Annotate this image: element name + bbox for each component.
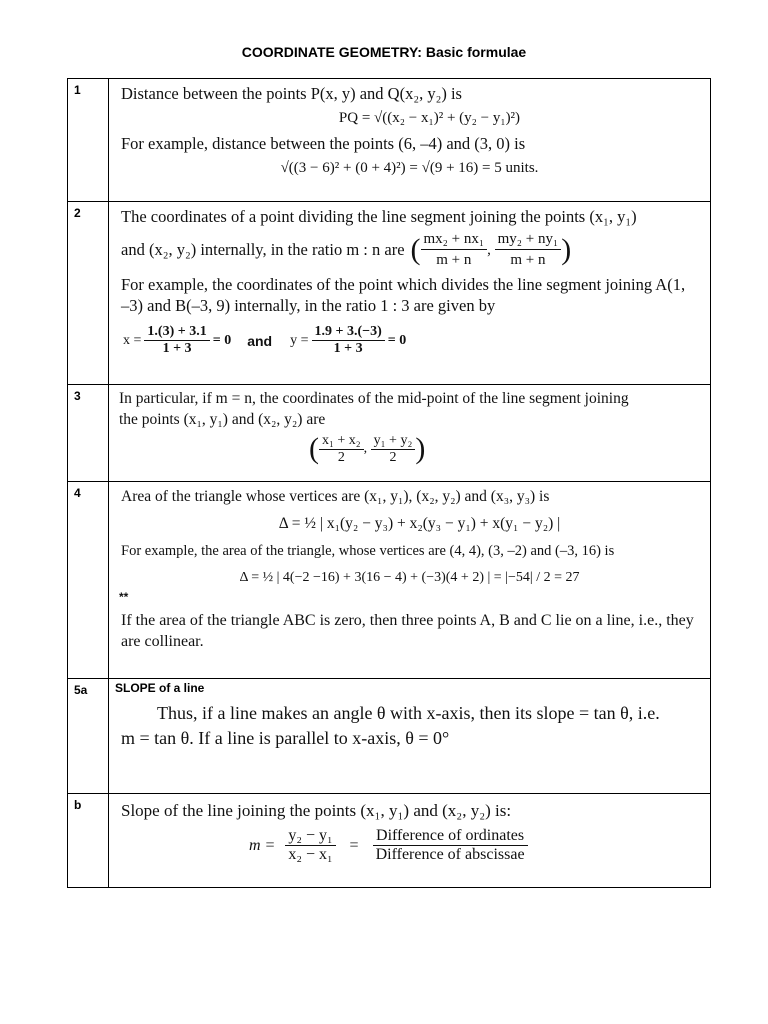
row-content	[109, 482, 711, 679]
midpoint-formula: ( $\frac{\text{x₁ + x₂}}{2}$ , $\frac{\text{y₁ + y₂}}{2}$ )	[309, 432, 426, 465]
table-row	[68, 202, 711, 385]
row-content	[109, 385, 711, 482]
collinear-note: If the area of the triangle ABC is zero, then three points A, B and C lie on a line, i.e., they are collinear.	[121, 612, 694, 650]
row-content	[109, 794, 711, 888]
x-denominator: m + n	[436, 252, 472, 268]
close-paren: )	[415, 432, 426, 465]
slope-denominator: x₂ − x₁	[288, 846, 333, 863]
section-formula: and (x₂, y₂) internally, in the ratio m : n are ( $\frac{\text{mx₂ + nx₁}}{m + n}$ , $\frac{\text{my₂ + ny₁}}{m + n}$ )	[121, 231, 572, 268]
row-content	[109, 679, 711, 794]
row-number: b	[68, 794, 109, 888]
x-fraction	[421, 229, 488, 270]
example-result: √((3 − 6)² + (0 + 4)²) = √(9 + 16) = 5 units.	[280, 160, 539, 176]
table-row	[68, 679, 711, 794]
y-value: = 0	[387, 332, 407, 348]
example-result	[123, 324, 710, 357]
row-content	[109, 79, 711, 202]
y-label: y =	[290, 332, 309, 348]
table-row	[68, 482, 711, 679]
slope-formula	[249, 827, 710, 864]
y-numerator: 1.9 + 3.(−3)	[312, 324, 385, 341]
y-fraction	[371, 433, 416, 466]
row-number: 3	[68, 385, 109, 482]
area-formula: Δ = ½ | x₁(y₂ − y₃) + x₂(y₃ − y₁) + x(y₁ − y₂) |	[278, 515, 561, 532]
words-fraction	[373, 827, 528, 864]
row-number: 5a	[68, 679, 109, 794]
distance-formula: PQ = √((x₂ − x₁)² + (y₂ − y₁)²)	[338, 110, 521, 126]
row-content	[109, 202, 711, 385]
x-numerator: x₁ + x₂	[319, 433, 364, 450]
row-number: 1	[68, 79, 109, 202]
x-denominator: 2	[337, 449, 345, 465]
y-fraction	[312, 324, 385, 357]
y-fraction	[495, 229, 562, 270]
y-denominator: 2	[389, 449, 397, 465]
slope-fraction	[285, 827, 335, 864]
x-value: = 0	[212, 332, 232, 348]
example-text: For example, the area of the triangle, whose vertices are (4, 4), (3, –2) and (–3, 16) is	[121, 543, 615, 559]
open-paren: (	[410, 233, 421, 266]
row-number: 2	[68, 202, 109, 385]
slope-definition: Thus, if a line makes an angle θ with x-axis, then its slope = tan θ, i.e. m = tan θ. If a line is parallel to x-axis, θ = 0°	[121, 703, 660, 748]
table-row	[68, 79, 711, 202]
x-label: x =	[123, 332, 142, 348]
words-denominator: Difference of abscissae	[375, 846, 525, 863]
note-marker: **	[119, 590, 129, 604]
m-label: m =	[249, 836, 276, 854]
y-denominator: m + n	[510, 252, 546, 268]
words-numerator: Difference of ordinates	[373, 827, 528, 846]
formula-description: Area of the triangle whose vertices are (x₁, y₁), (x₂, y₂) and (x₃, y₃) is	[121, 488, 550, 505]
example-text: For example, distance between the points (6, –4) and (3, 0) is	[121, 134, 526, 153]
y-denominator: 1 + 3	[333, 341, 363, 356]
formulae-table	[67, 78, 711, 888]
formula-description: The coordinates of a point dividing the line segment joining the points (x₁, y₁)	[121, 207, 637, 226]
page-title: COORDINATE GEOMETRY: Basic formulae	[241, 44, 527, 60]
slope-numerator: y₂ − y₁	[285, 827, 335, 846]
equals-sign: =	[349, 836, 359, 854]
open-paren: (	[309, 432, 319, 465]
example-text: For example, the coordinates of the point which divides the line segment joining A(1, –3) and B(–3, 9) internally, in the ratio 1 : 3 are given by	[121, 275, 686, 315]
section-heading: SLOPE of a line	[115, 681, 205, 695]
and-label: and	[247, 332, 273, 349]
formula-description: In particular, if m = n, the coordinates of the mid-point of the line segment joining the points (x₁, y₁) and (x₂, y₂) are	[119, 390, 629, 428]
y-numerator: y₁ + y₂	[371, 433, 416, 450]
formula-description: Distance between the points P(x, y) and Q(x₂, y₂) is	[121, 84, 462, 103]
formula-description: and (x₂, y₂) internally, in the ratio m : n are	[121, 240, 405, 259]
close-paren: )	[561, 233, 572, 266]
row-number: 4	[68, 482, 109, 679]
x-numerator: 1.(3) + 3.1	[144, 324, 209, 341]
x-numerator: mx₂ + nx₁	[421, 229, 488, 250]
table-row	[68, 385, 711, 482]
x-fraction	[319, 433, 364, 466]
x-fraction	[144, 324, 209, 357]
x-denominator: 1 + 3	[162, 341, 192, 356]
example-result: Δ = ½ | 4(−2 −16) + 3(16 − 4) + (−3)(4 + 2) | = |−54| / 2 = 27	[239, 570, 580, 585]
formula-description: Slope of the line joining the points (x₁, y₁) and (x₂, y₂) is:	[121, 801, 512, 820]
table-row	[68, 794, 711, 888]
y-numerator: my₂ + ny₁	[495, 229, 562, 250]
